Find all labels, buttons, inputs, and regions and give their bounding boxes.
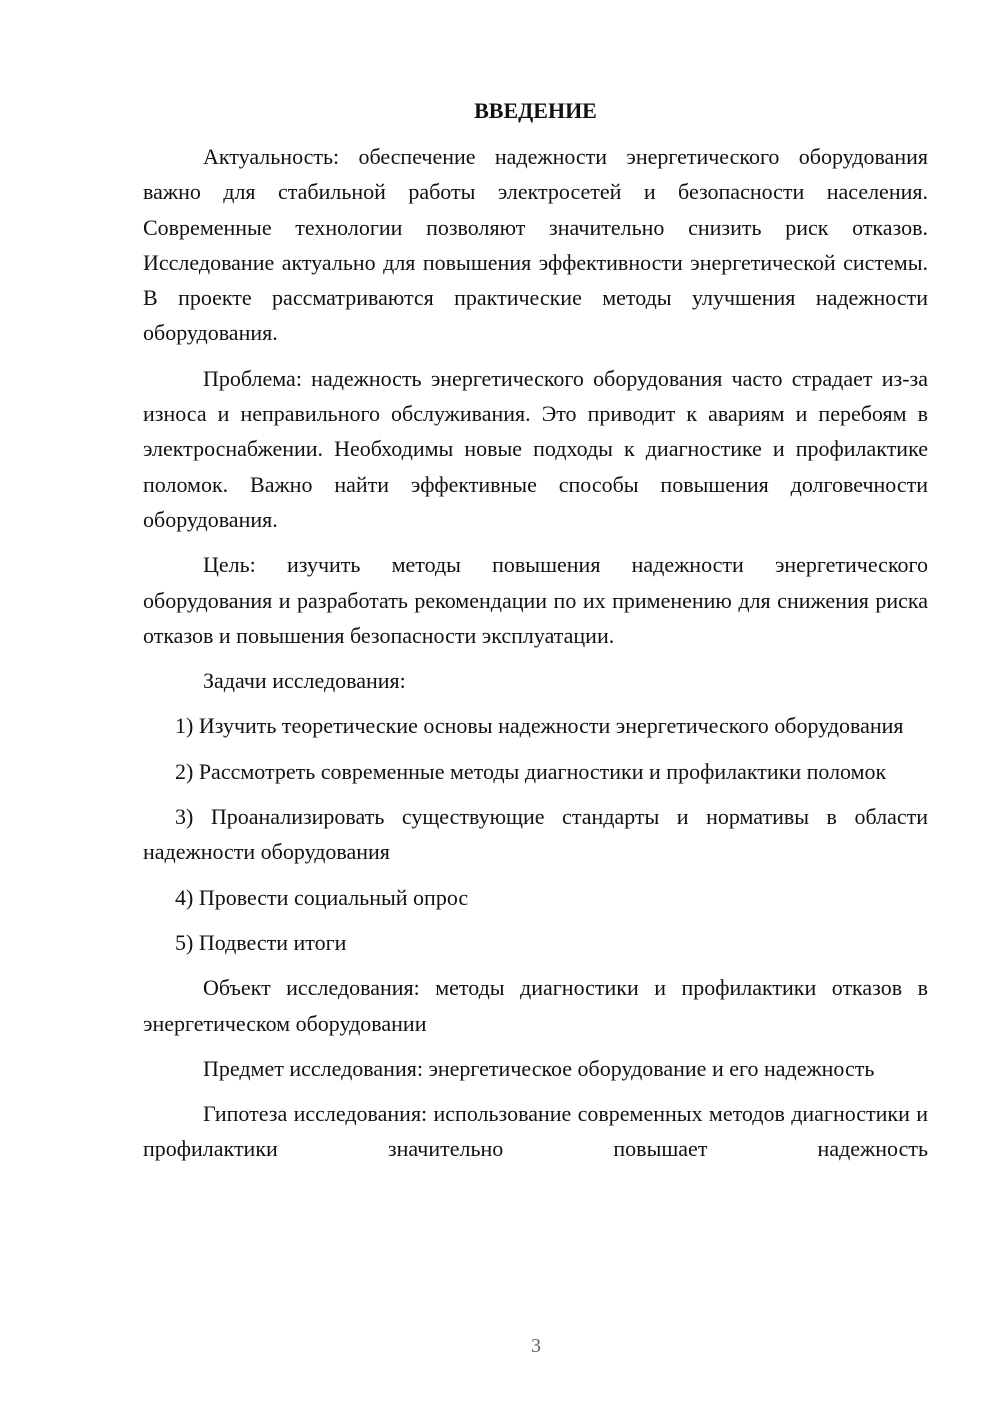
relevance-paragraph: Актуальность: обеспечение надежности энергетического оборудования важно для стабильной работы электросетей и безопасности населения. Современные технологии позволяют значительно снизить риск отказов. Исследование актуально для повышения эффективности энергетической системы. В проекте рассматриваются практические методы улучшения надежности оборудования.: [143, 144, 928, 346]
tasks-heading: Задачи исследования:: [203, 668, 406, 694]
goal-paragraph: Цель: изучить методы повышения надежности энергетического оборудования и разработать рекомендации по их применению для снижения риска отказов и повышения безопасности эксплуатации.: [143, 552, 928, 648]
document-page: [143, 96, 928, 1167]
subject-paragraph: Предмет исследования: энергетическое оборудование и его надежность: [203, 1055, 875, 1081]
task-item-5: 5) Подвести итоги: [175, 929, 347, 955]
hypothesis-paragraph: Гипотеза исследования: использование современных методов диагностики и профилактики значительно повышает надежность: [143, 1101, 928, 1162]
problem-paragraph: Проблема: надежность энергетического оборудования часто страдает из-за износа и неправильного обслуживания. Это приводит к авариям и перебоям в электроснабжении. Необходимы новые подходы к диагностике и профилактике поломок. Важно найти эффективные способы повышения долговечности оборудования.: [143, 365, 928, 532]
page-title: ВВЕДЕНИЕ: [474, 98, 597, 123]
object-paragraph: Объект исследования: методы диагностики и профилактики отказов в энергетическом оборудовании: [143, 975, 928, 1036]
task-item-3: 3) Проанализировать существующие стандарты и нормативы в области надежности оборудования: [143, 804, 928, 865]
task-item-2: 2) Рассмотреть современные методы диагностики и профилактики поломок: [175, 758, 887, 784]
task-item-4: 4) Провести социальный опрос: [175, 884, 469, 910]
task-item-1: 1) Изучить теоретические основы надежности энергетического оборудования: [175, 713, 904, 739]
page-number: 3: [531, 1335, 541, 1357]
